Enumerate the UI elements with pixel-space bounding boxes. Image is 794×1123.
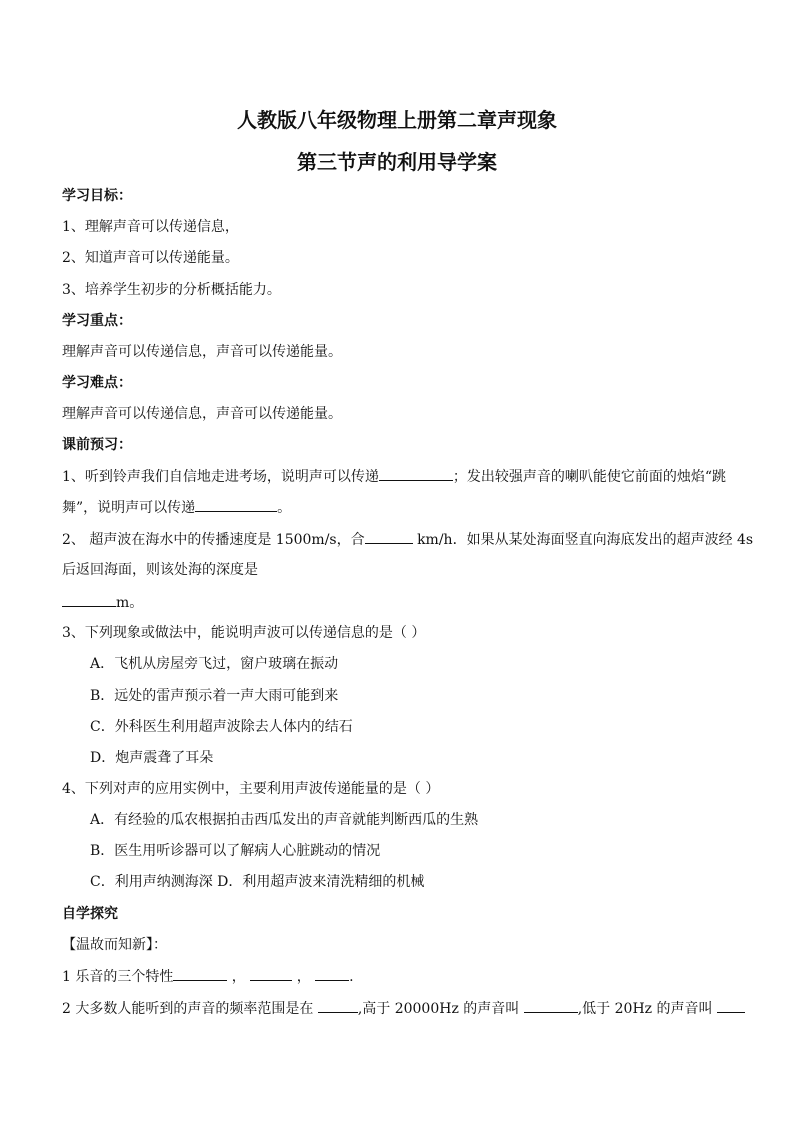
review-1-sep-2: ， bbox=[292, 969, 316, 985]
review-2-text-b: ,高于 20000Hz 的声音叫 bbox=[357, 1001, 524, 1017]
answer-blank[interactable] bbox=[318, 998, 358, 1013]
question-2-line-3 bbox=[62, 592, 742, 613]
question-2-line-1 bbox=[62, 529, 754, 550]
question-3-option-c: C．外科医生利用超声波除去人体内的结石 bbox=[90, 719, 353, 735]
question-1-text-d: 。 bbox=[277, 500, 292, 516]
key-points-text: 理解声音可以传递信息，声音可以传递能量。 bbox=[62, 344, 342, 360]
question-2-text-b: km/h．如果从某处海面竖直向海底发出的超声波经 4s bbox=[412, 532, 754, 548]
question-1-text-b: ；发出较强声音的喇叭能使它前面的烛焰“跳 bbox=[452, 469, 727, 485]
question-3-option-d: D．炮声震聋了耳朵 bbox=[90, 750, 214, 766]
review-2-text-c: ,低于 20Hz 的声音叫 bbox=[577, 1001, 717, 1017]
question-4-stem: 4、下列对声的应用实例中，主要利用声波传递能量的是（ ） bbox=[62, 781, 440, 797]
difficulty-heading: 学习难点： bbox=[62, 375, 132, 391]
question-1-line-1 bbox=[62, 466, 742, 487]
self-study-heading: 自学探究 bbox=[62, 906, 118, 922]
question-3-option-a: A．飞机从房屋旁飞过，窗户玻璃在振动 bbox=[90, 656, 339, 672]
key-points-heading: 学习重点： bbox=[62, 313, 132, 329]
answer-blank[interactable] bbox=[379, 466, 453, 481]
answer-blank[interactable] bbox=[365, 529, 413, 544]
question-1-line-2 bbox=[62, 497, 742, 518]
review-1-end: . bbox=[349, 969, 354, 985]
review-heading: 【温故而知新】： bbox=[62, 937, 167, 953]
answer-blank[interactable] bbox=[315, 966, 349, 981]
answer-blank[interactable] bbox=[250, 966, 292, 981]
answer-blank[interactable] bbox=[173, 966, 227, 981]
question-4-option-a: A．有经验的瓜农根据拍击西瓜发出的声音就能判断西瓜的生熟 bbox=[90, 812, 479, 828]
document-title: 人教版八年级物理上册第二章声现象 bbox=[237, 108, 557, 132]
objectives-heading: 学习目标： bbox=[62, 188, 132, 204]
question-4-option-cd: C．利用声纳测海深 D．利用超声波来清洗精细的机械 bbox=[90, 874, 425, 890]
question-2-text-a: 2、 超声波在海水中的传播速度是 1500m/s，合 bbox=[62, 532, 365, 548]
document-subtitle: 第三节声的利用导学案 bbox=[297, 150, 497, 174]
review-question-2 bbox=[62, 998, 742, 1019]
answer-blank[interactable] bbox=[717, 998, 745, 1013]
question-3-stem: 3、下列现象或做法中，能说明声波可以传递信息的是（ ） bbox=[62, 625, 426, 641]
answer-blank[interactable] bbox=[524, 998, 578, 1013]
answer-blank[interactable] bbox=[195, 497, 277, 512]
question-2-line-2: 后返回海面，则该处海的深度是 bbox=[62, 562, 258, 578]
answer-blank[interactable] bbox=[62, 592, 116, 607]
question-4-option-b: B．医生用听诊器可以了解病人心脏跳动的情况 bbox=[90, 843, 381, 859]
question-1-text-a: 1、听到铃声我们自信地走进考场，说明声可以传递 bbox=[62, 469, 379, 485]
question-2-text-d: m。 bbox=[116, 595, 144, 611]
objective-item-2: 2、知道声音可以传递能量。 bbox=[62, 250, 239, 266]
objective-item-1: 1、理解声音可以传递信息， bbox=[62, 219, 239, 235]
difficulty-text: 理解声音可以传递信息，声音可以传递能量。 bbox=[62, 406, 342, 422]
preview-heading: 课前预习： bbox=[62, 437, 132, 453]
review-2-text-a: 2 大多数人能听到的声音的频率范围是在 bbox=[62, 1001, 318, 1017]
review-1-text-a: 1 乐音的三个特性 bbox=[62, 969, 174, 985]
objective-item-3: 3、培养学生初步的分析概括能力。 bbox=[62, 282, 281, 298]
review-question-1 bbox=[62, 966, 742, 987]
question-3-option-b: B．远处的雷声预示着一声大雨可能到来 bbox=[90, 688, 339, 704]
review-1-sep-1: ， bbox=[227, 969, 251, 985]
question-1-text-c: 舞”，说明声可以传递 bbox=[62, 500, 196, 516]
